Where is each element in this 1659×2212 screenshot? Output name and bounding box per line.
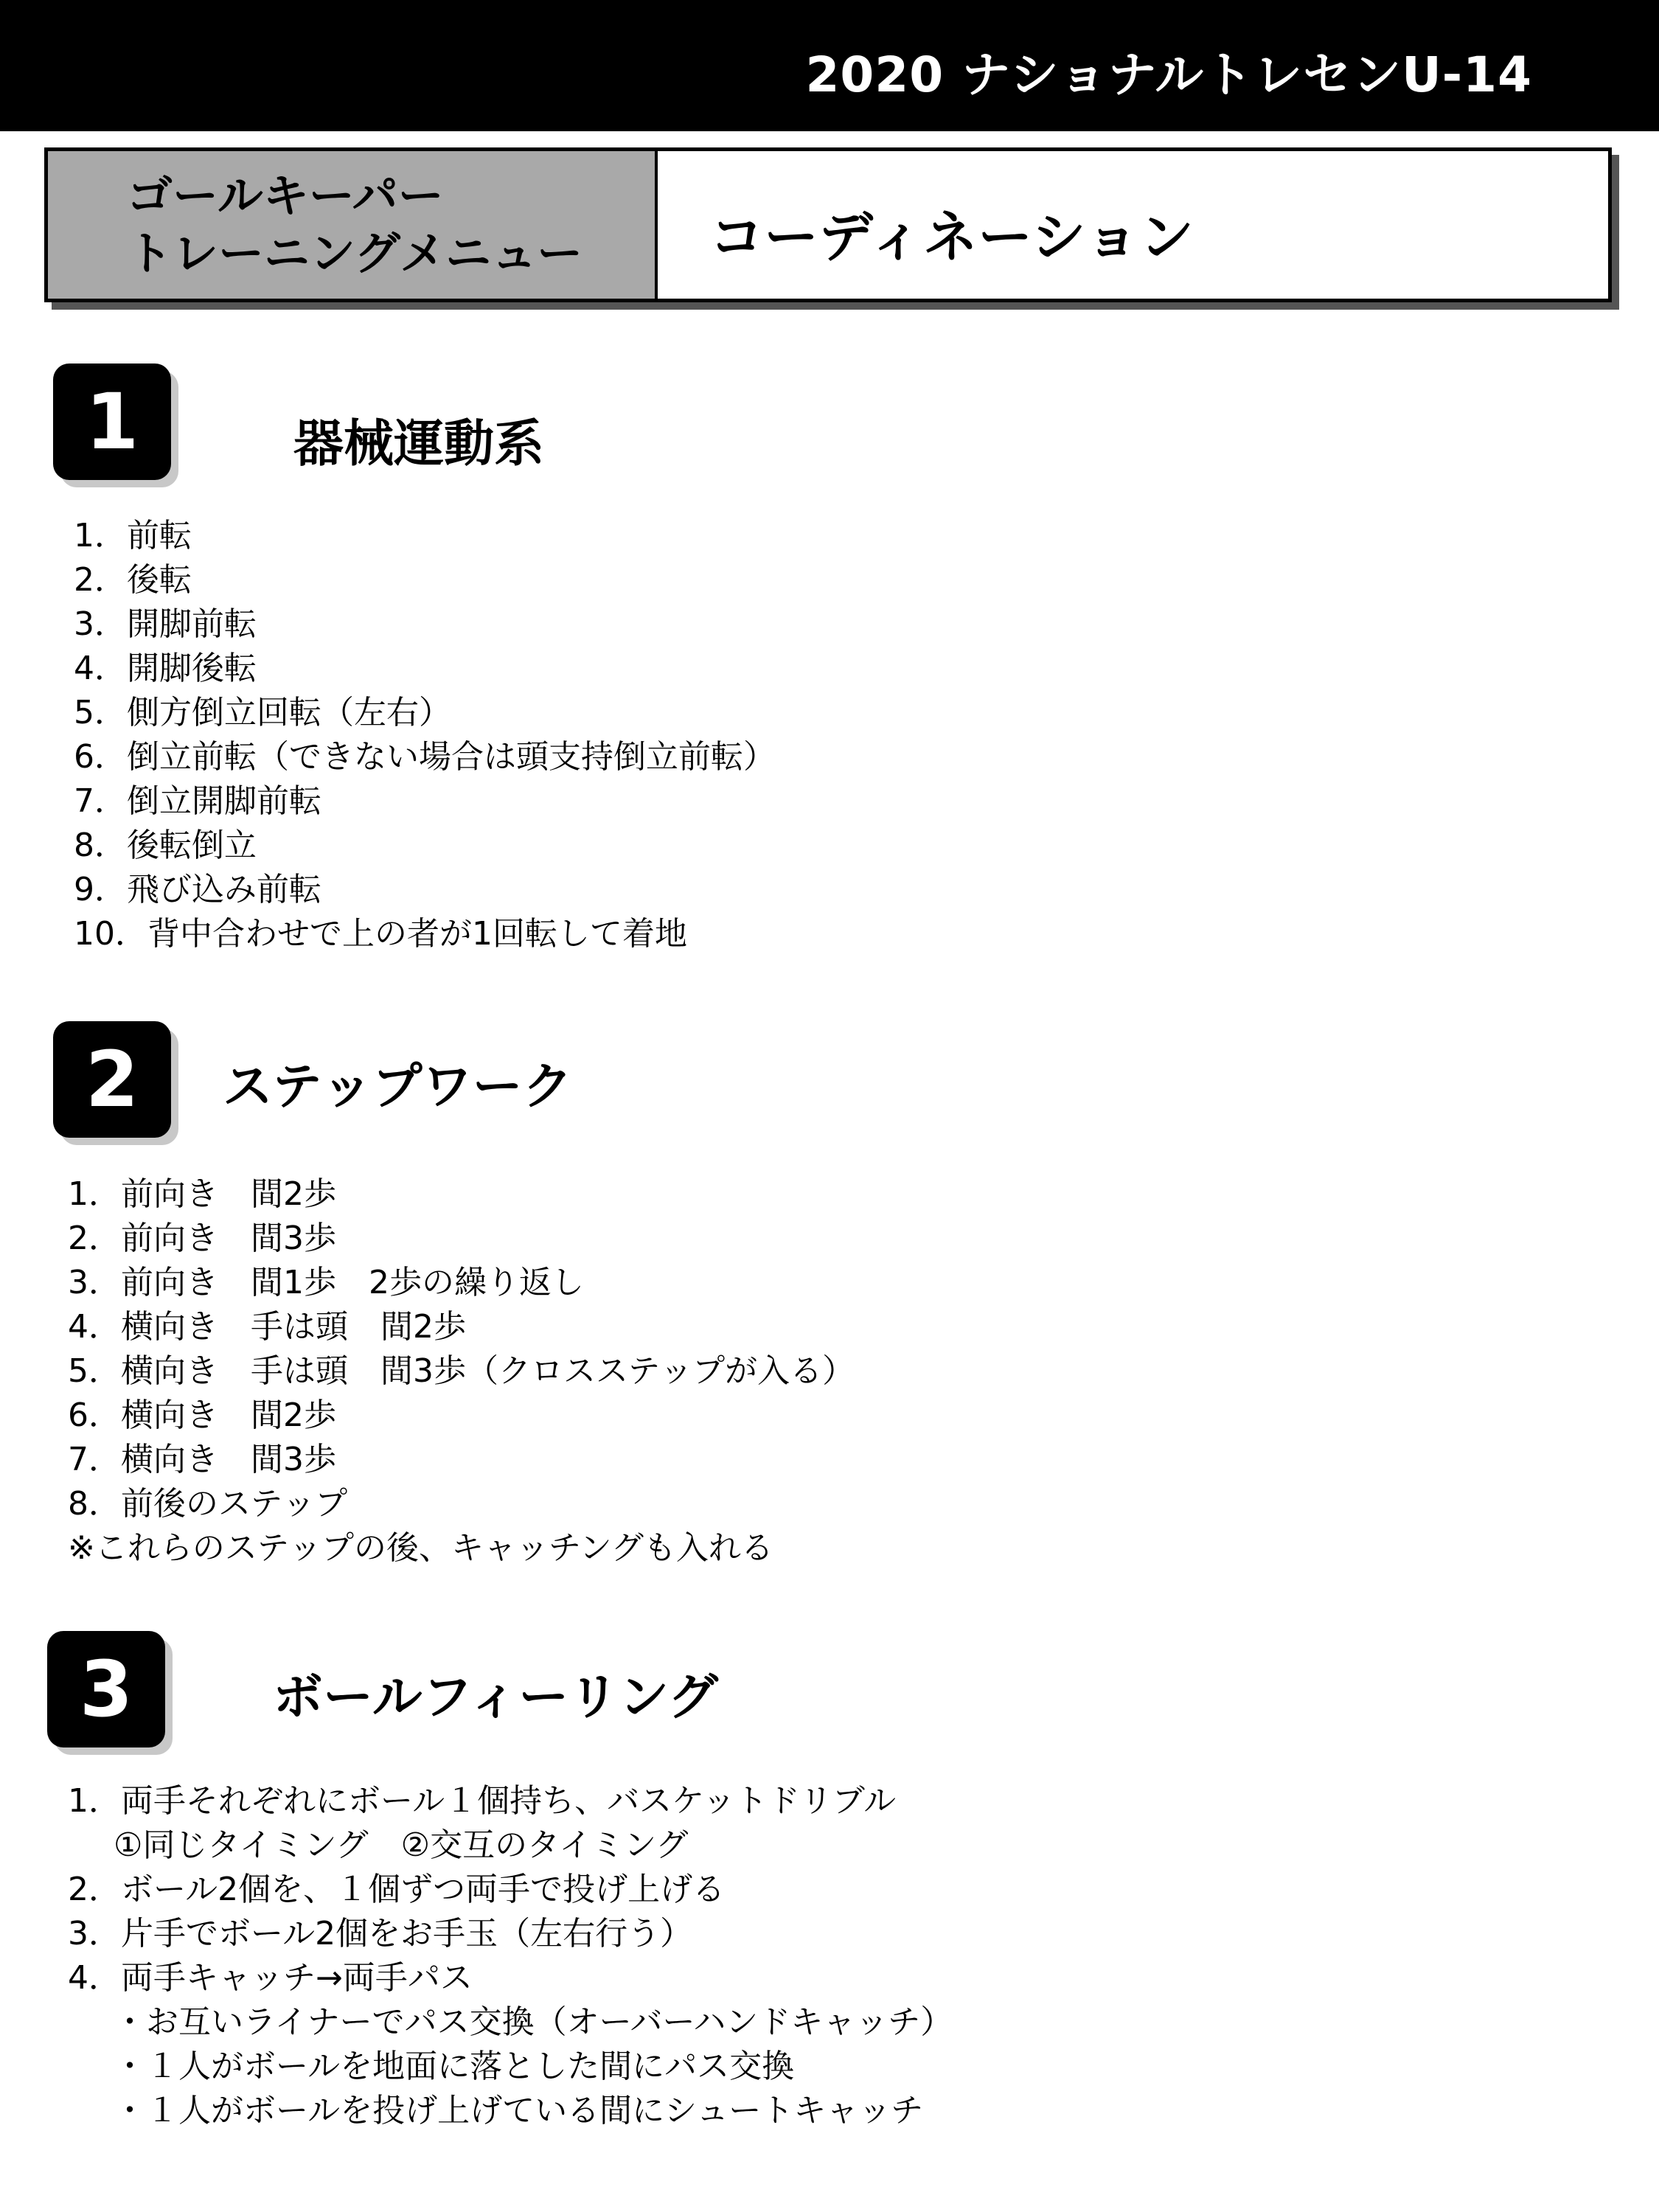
topic-cell [658,151,1608,299]
menu-label-cell [48,151,658,299]
list-item: 2．後転 [74,561,192,599]
list-item: 4．開脚後転 [74,650,257,687]
list-item: 7．倒立開脚前転 [74,782,321,820]
list-item: 3．前向き 間1歩 2歩の繰り返し [68,1264,584,1301]
list-item: ・１人がボールを地面に落とした間にパス交換 [114,2048,795,2085]
section-3-badge: 3 [47,1631,165,1747]
document-title: 2020 ナショナルトレセンU-14 [805,46,1532,103]
list-item: 6．倒立前転（できない場合は頭支持倒立前転） [74,738,776,776]
list-item: ・１人がボールを投げ上げている間にシュートキャッチ [114,2092,924,2129]
list-item: 9．飛び込み前転 [74,871,321,908]
list-item: 8．後転倒立 [74,827,257,864]
section-1-list [74,514,776,956]
list-item: 2．ボール2個を、１個ずつ両手で投げ上げる [68,1871,726,1908]
list-item: 1．両手それぞれにボール１個持ち、バスケットドリブル [68,1782,897,1820]
section-3-list [68,1779,953,2133]
list-item: 10．背中合わせで上の者が1回転して着地 [74,915,687,953]
section-1-title: 器械運動系 [293,415,545,473]
section-2-badge: 2 [53,1021,171,1138]
list-item: 4．横向き 手は頭 間2歩 [68,1308,466,1346]
menu-header-box [44,147,1612,302]
list-item: ※これらのステップの後、キャッチングも入れる [68,1529,773,1567]
menu-label-line1: ゴールキーパー [127,169,444,223]
section-1-badge: 1 [53,364,171,480]
menu-label-line2: トレーニングメニュー [127,226,583,280]
list-item: 5．側方倒立回転（左右） [74,694,451,731]
list-item: 2．前向き 間3歩 [68,1220,336,1257]
list-item: 8．前後のステップ [68,1485,348,1523]
list-item: ①同じタイミング ②交互のタイミング [114,1826,689,1864]
list-item: ・お互いライナーでパス交換（オーバーハンドキャッチ） [114,2003,953,2041]
top-banner [0,0,1659,131]
list-item: 4．両手キャッチ→両手パス [68,1959,473,1997]
topic-title: コーディネーション [709,206,1194,269]
list-item: 5．横向き 手は頭 間3歩（クロスステップが入る） [68,1352,855,1390]
list-item: 3．開脚前転 [74,605,257,643]
section-3-title: ボールフィーリング [273,1669,718,1727]
list-item: 7．横向き 間3歩 [68,1441,336,1478]
list-item: 6．横向き 間2歩 [68,1397,336,1434]
list-item: 1．前向き 間2歩 [68,1175,336,1213]
list-item: 1．前転 [74,517,192,554]
section-2-title: ステップワーク [223,1058,573,1116]
list-item: 3．片手でボール2個をお手玉（左右行う） [68,1915,693,1952]
section-2-list [68,1172,855,1571]
